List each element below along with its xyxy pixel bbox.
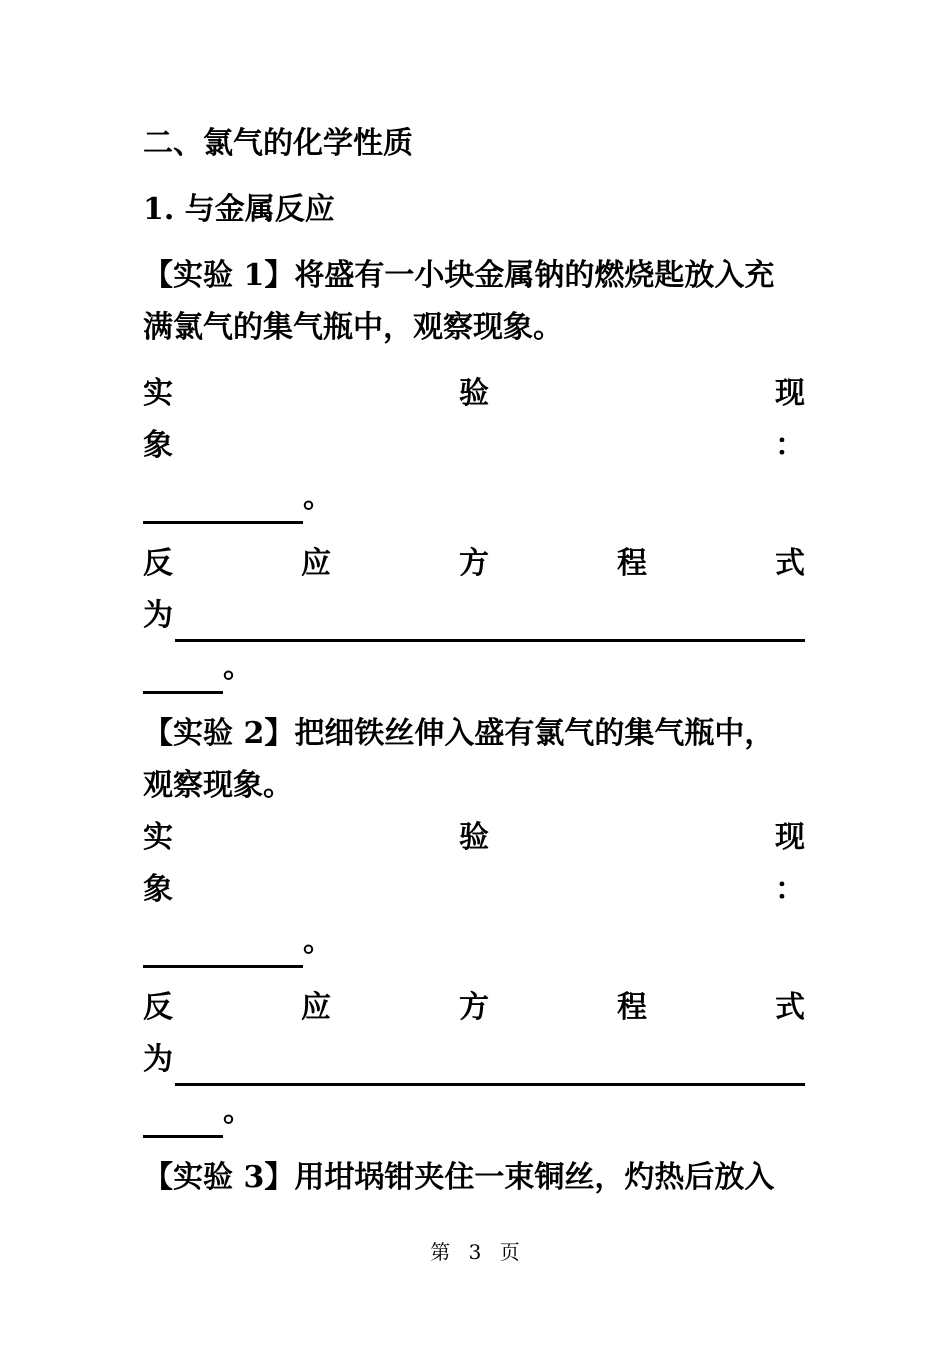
page-number: 3 (468, 1240, 482, 1264)
phenomenon-char: 现 (775, 820, 805, 855)
experiment-1-line-2: 满氯气的集气瓶中，观察现象。 (143, 310, 563, 345)
phenomenon-answer-row (143, 916, 805, 968)
phenomenon-row-1 (143, 368, 805, 420)
phenomenon-char: 验 (459, 820, 489, 855)
experiment-1-line-1: 【实验 1】将盛有一小块金属钠的燃烧匙放入充 (143, 258, 775, 293)
phenomenon-char: 实 (143, 376, 173, 411)
equation-char: 程 (617, 990, 647, 1025)
answer-blank[interactable] (143, 481, 303, 524)
equation-blank[interactable] (175, 1043, 805, 1086)
phenomenon-char: 象 (143, 872, 173, 907)
equation-row-2 (143, 1034, 805, 1086)
equation-row-1 (143, 982, 805, 1034)
answer-blank[interactable] (143, 651, 223, 694)
equation-blank[interactable] (175, 599, 805, 642)
equation-prefix: 为 (143, 598, 173, 633)
equation-char: 方 (459, 990, 489, 1025)
answer-blank[interactable] (143, 925, 303, 968)
period: 。 (303, 924, 333, 959)
period: 。 (223, 650, 253, 685)
equation-char: 应 (301, 546, 331, 581)
phenomenon-char: 实 (143, 820, 173, 855)
phenomenon-char: 现 (775, 376, 805, 411)
page-footer (0, 1238, 950, 1266)
equation-char: 程 (617, 546, 647, 581)
equation-char: 式 (775, 990, 805, 1025)
section-title: 二、氯气的化学性质 (143, 126, 413, 161)
phenomenon-char: 象 (143, 428, 173, 463)
equation-char: 方 (459, 546, 489, 581)
experiment-2-line-2: 观察现象。 (143, 768, 293, 803)
equation-prefix: 为 (143, 1042, 173, 1077)
equation-answer-row (143, 1086, 805, 1138)
footer-suffix: 页 (499, 1240, 520, 1264)
page-content (143, 118, 805, 1204)
phenomenon-row-2 (143, 420, 805, 472)
experiment-2-line-1: 【实验 2】把细铁丝伸入盛有氯气的集气瓶中， (143, 716, 775, 751)
equation-char: 应 (301, 990, 331, 1025)
phenomenon-row-1 (143, 812, 805, 864)
period: 。 (223, 1094, 253, 1129)
footer-prefix: 第 (430, 1240, 451, 1264)
equation-char: 反 (143, 990, 173, 1025)
experiment-3-line-1: 【实验 3】用坩埚钳夹住一束铜丝，灼热后放入 (143, 1160, 775, 1195)
equation-answer-row (143, 642, 805, 694)
equation-char: 反 (143, 546, 173, 581)
subsection-title: 1. 与金属反应 (143, 192, 335, 227)
equation-row-1 (143, 538, 805, 590)
phenomenon-char: ： (775, 428, 805, 463)
phenomenon-answer-row (143, 472, 805, 524)
equation-char: 式 (775, 546, 805, 581)
answer-blank[interactable] (143, 1095, 223, 1138)
phenomenon-row-2 (143, 864, 805, 916)
phenomenon-char: ： (775, 872, 805, 907)
period: 。 (303, 480, 333, 515)
equation-row-2 (143, 590, 805, 642)
phenomenon-char: 验 (459, 376, 489, 411)
